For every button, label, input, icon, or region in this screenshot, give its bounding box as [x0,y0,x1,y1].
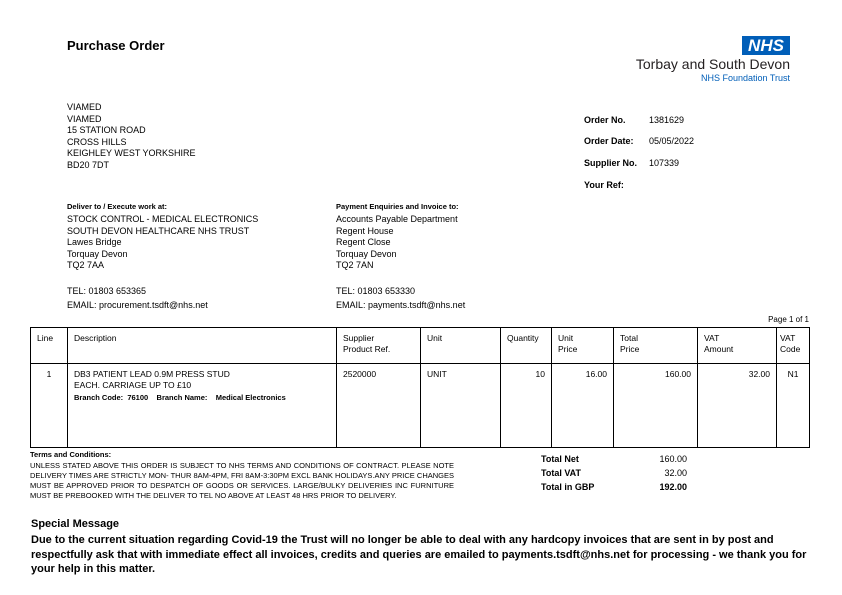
address-line: CROSS HILLS [67,136,127,147]
address-line: Lawes Bridge [67,237,122,248]
your-ref-label: Your Ref: [584,180,624,190]
deliver-address [67,214,258,272]
nhs-logo [628,36,792,86]
header-quantity: Quantity [501,328,552,364]
order-lines-table [30,327,810,448]
special-message-heading: Special Message [31,518,120,530]
cell-total-price: 160.00 [614,364,698,448]
total-vat-label: Total VAT [541,468,581,478]
payment-tel: TEL: 01803 653330 [336,286,416,296]
address-line: VIAMED [67,113,102,124]
cell-supplier-ref: 2520000 [337,364,421,448]
cell-unit: UNIT [421,364,501,448]
terms-text: UNLESS STATED ABOVE THIS ORDER IS SUBJECT TO NHS TERMS AND CONDITIONS OF CONTRACT. PLEASE NOTE DELIVERY TIMES ARE STRICTLY MON- THUR 8AM-4PM, FRI 8AM-3:30PM EXCL BANK HOLIDAYS.ANY PRICE CHANGES MUST BE APPROVED PRIOR TO DESPATCH OF GOODS OR SERVICES. LARGE/BULKY DELIVERIES INC FURNITURE MUST BE PREBOOKED WITH THE DELIVER TO TEL NO ABOVE AT LEAST 48 HRS PRIOR TO DELIVERY. [30,461,454,500]
deliver-tel: TEL: 01803 653365 [67,286,147,296]
description-line: EACH. CARRIAGE UP TO £10 [74,380,192,390]
terms-heading: Terms and Conditions: [30,450,112,459]
payment-email: EMAIL: payments.tsdft@nhs.net [336,300,466,310]
order-number-row [584,115,684,125]
order-number-label: Order No. [584,115,626,125]
special-message-text: Due to the current situation regarding Covid-19 the Trust will no longer be able to deal with any hardcopy invoices that are sent in by post and respectfully ask that with immediate effect all invoices, credits and queries are emailed to payments.tsdft@nhs.net for processing - we thank you for your help in this matter. [31,534,807,575]
cell-vat-amount: 32.00 [698,364,777,448]
address-line: Regent House [336,225,394,236]
address-line: TQ2 7AN [336,260,374,271]
payment-heading: Payment Enquiries and Invoice to: [336,202,459,211]
cell-vat-code: N1 [777,364,810,448]
address-line: STOCK CONTROL - MEDICAL ELECTRONICS [67,214,259,224]
total-net-label: Total Net [541,454,579,464]
payment-contact [336,284,465,312]
deliver-heading: Deliver to / Execute work at: [67,202,168,211]
address-line: BD20 7DT [67,159,110,170]
order-date-row [584,136,694,146]
trust-name: Torbay and South Devon [635,56,790,72]
header-unit-price: Unit Price [552,328,614,364]
cell-description [68,364,337,448]
header-unit: Unit [421,328,501,364]
header-total-price: Total Price [614,328,698,364]
table-header-row [31,328,810,364]
branch-info: Branch Code: 76100 Branch Name: Medical Electronics [74,393,286,402]
address-line: VIAMED [67,102,102,112]
order-date-value: 05/05/2022 [649,136,695,146]
supplier-address [67,102,196,171]
address-line: Accounts Payable Department [336,214,458,224]
total-gbp-label: Total in GBP [541,482,595,492]
address-line: Torquay Devon [67,248,128,259]
total-vat-value: 32.00 [664,468,687,478]
header-line: Line [31,328,68,364]
payment-address [336,214,458,272]
total-net-value: 160.00 [659,454,687,464]
order-date-label: Order Date: [584,136,634,146]
cell-quantity: 10 [501,364,552,448]
table-row [31,364,810,448]
deliver-contact [67,284,208,312]
supplier-number-row [584,158,679,168]
page-title: Purchase Order [67,38,165,53]
cell-unit-price: 16.00 [552,364,614,448]
trust-subtitle: NHS Foundation Trust [700,73,790,83]
header-supplier-ref: Supplier Product Ref. [337,328,421,364]
page-number: Page 1 of 1 [768,315,809,324]
header-description: Description [68,328,337,364]
description-line: DB3 PATIENT LEAD 0.9M PRESS STUD [74,369,230,379]
address-line: 15 STATION ROAD [67,125,146,135]
total-gbp-value: 192.00 [659,482,687,492]
address-line: SOUTH DEVON HEALTHCARE NHS TRUST [67,225,250,236]
supplier-number-value: 107339 [649,158,680,168]
supplier-number-label: Supplier No. [584,158,638,168]
address-line: KEIGHLEY WEST YORKSHIRE [67,148,196,158]
header-vat-amount: VAT Amount [698,328,777,364]
your-ref-row [584,180,649,190]
address-line: TQ2 7AA [67,260,105,271]
deliver-email: EMAIL: procurement.tsdft@nhs.net [67,300,208,310]
order-number-value: 1381629 [649,115,685,125]
cell-line: 1 [31,364,68,448]
address-line: Torquay Devon [336,248,397,259]
nhs-mark: NHS [742,36,790,55]
address-line: Regent Close [336,237,391,248]
header-vat-code: VAT Code [777,328,810,364]
